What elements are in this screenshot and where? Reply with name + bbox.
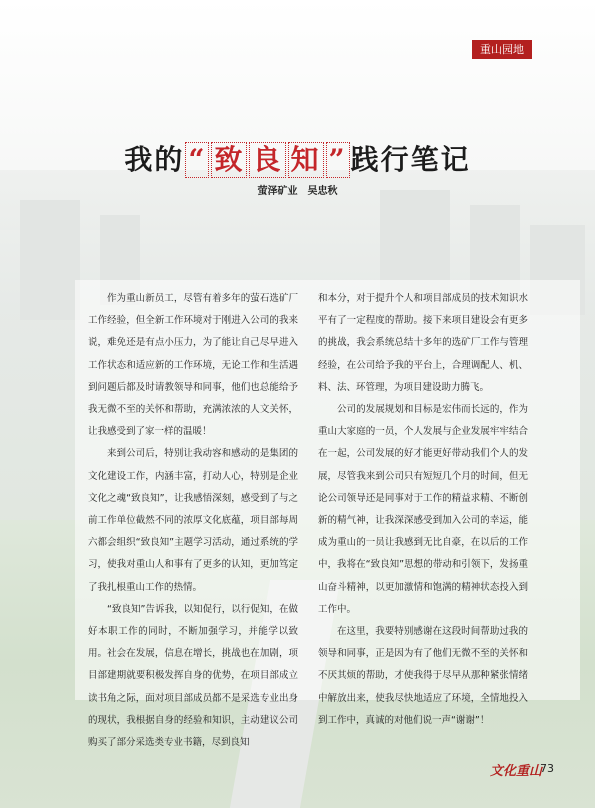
section-tag: 重山园地 <box>472 40 532 59</box>
title-char: 知 <box>288 142 324 178</box>
title-before: 我的 <box>124 143 185 176</box>
article-column-left <box>88 288 298 754</box>
paragraph: 在这里，我要特别感谢在这段时间帮助过我的领导和同事，正是因为有了他们无微不至的关怀和不厌其烦的帮助，才使我得于尽早从那种紧张情绪中解放出来，使我尽快地适应了环境，全情地投入到工作中，真诚的对他们说一声“谢谢”！ <box>318 626 528 726</box>
paragraph: 和本分，对于提升个人和项目部成员的技术知识水平有了一定程度的帮助。接下来项目建设会有更多的挑战，我会系统总结十多年的选矿厂工作与管理经验，在公司给予我的平台上，合理调配人、机、料、法、环管理，为项目建设助力腾飞。 <box>318 293 528 393</box>
paragraph: “致良知”告诉我，以知促行，以行促知，在做好本职工作的同时，不断加强学习，并能学以致用。社会在发展，信息在增长，挑战也在加剧，项目部建期就要积极发挥自身的优势，在项目部成立读书角之际，面对项目部成员都不是采选专业出身的现状，我根据自身的经验和知识，主动建议公司购买了部分采选类专业书籍，尽到良知 <box>88 603 298 749</box>
title-after: 践行笔记 <box>350 143 471 176</box>
title-char: 良 <box>249 142 285 178</box>
byline-org: 萤泽矿业 <box>257 186 298 197</box>
title-char: 致 <box>211 142 247 178</box>
byline <box>0 182 595 197</box>
title-highlight <box>184 143 350 176</box>
byline-author: 吴忠秋 <box>307 186 338 197</box>
article-column-right <box>318 288 528 732</box>
magazine-logo: 文化重山 <box>490 764 543 779</box>
page-number: 73 <box>540 762 554 775</box>
title-char: ” <box>326 142 350 178</box>
paragraph: 作为重山新员工，尽管有着多年的萤石选矿厂工作经验，但全新工作环境对于刚进入公司的我来说，难免还是有点小压力，为了能让自己尽早进入工作状态和适应新的工作环境，无论工作和生活遇到问题后都及时请教领导和同事，他们也总能给予我无微不至的关怀和帮助，充满浓浓的人文关怀，让我感受到了家一样的温暖！ <box>88 293 298 438</box>
page-title <box>0 138 595 178</box>
paragraph: 来到公司后，特别让我动容和感动的是集团的文化建设工作，内涵丰富，打动人心，特别是企业文化之魂“致良知”，让我感悟深刻，感受到了与之前工作单位截然不同的浓厚文化底蕴，项目部每周六都会组织“致良知”主题学习活动，通过系统的学习，使我对重山人和事有了更多的认知，更加笃定了我扎根重山工作的热情。 <box>88 448 298 593</box>
paragraph: 公司的发展规划和目标是宏伟而长远的，作为重山大家庭的一员，个人发展与企业发展牢牢结合在一起，公司发展的好才能更好带动我们个人的发展，尽管我来到公司只有短短几个月的时间，但无论公司领导还是同事对于工作的精益求精、不断创新的精气神，让我深深感受到加入公司的幸运，能成为重山的一员让我感到无比自豪，在以后的工作中，我将在“致良知”思想的带动和引领下，发扬重山奋斗精神，以更加激情和饱满的精神状态投入到工作中。 <box>318 404 528 615</box>
title-char: “ <box>185 142 209 178</box>
